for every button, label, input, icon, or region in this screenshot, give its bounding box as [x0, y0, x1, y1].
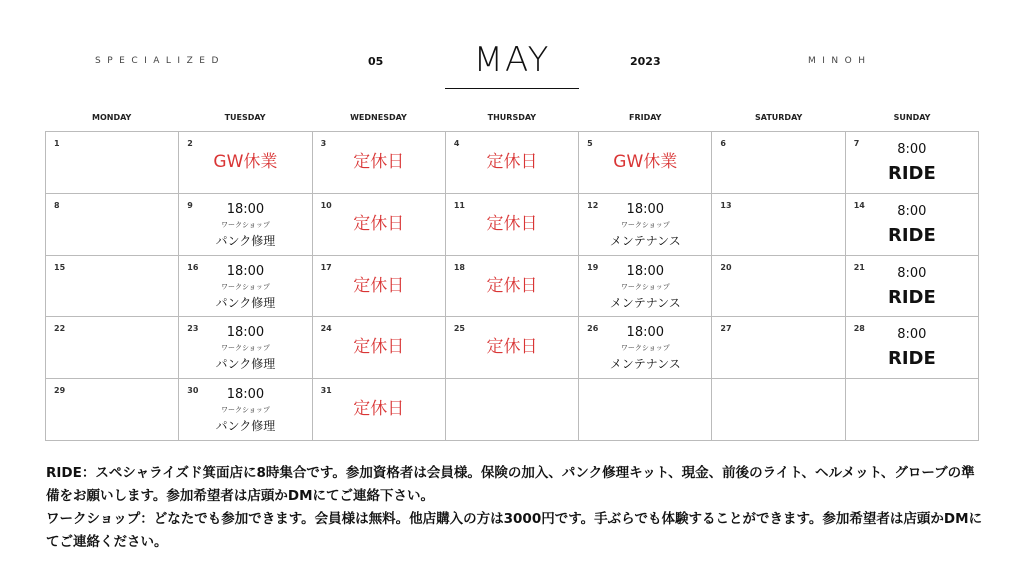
closed-label: 定休日	[353, 152, 405, 172]
day-cell	[579, 194, 712, 256]
calendar-grid	[45, 131, 979, 441]
day-cell	[579, 256, 712, 318]
day-cell	[313, 194, 446, 256]
day-cell	[46, 317, 179, 379]
workshop-time: 18:00	[226, 201, 265, 217]
day-cell	[446, 194, 579, 256]
workshop-subtitle: ワークショップ	[620, 282, 670, 291]
brand-left: SPECIALIZED	[95, 56, 225, 66]
day-number: 7	[853, 139, 860, 148]
day-number: 5	[587, 139, 593, 148]
day-cell	[179, 194, 312, 256]
workshop-subtitle: ワークショップ	[620, 220, 670, 229]
day-number: 25	[453, 324, 465, 334]
day-cell	[446, 132, 579, 194]
day-cell	[712, 256, 845, 318]
day-cell	[712, 317, 845, 379]
day-number: 13	[720, 200, 732, 210]
month-number: 05	[368, 55, 384, 68]
day-number: 31	[320, 386, 332, 396]
workshop-topic: パンク修理	[215, 419, 276, 434]
ride-time: 8:00	[897, 142, 927, 157]
workshop-note: ワークショップ：どなたでも参加できます。会員様は無料。他店購入の方は3000円です。手ぶらでも体験することができます。参加希望者は店頭かDMにてご連絡ください。	[46, 511, 983, 550]
day-cell	[446, 379, 579, 441]
workshop-subtitle: ワークショップ	[220, 344, 270, 353]
day-cell	[846, 194, 979, 256]
day-number: 12	[587, 200, 599, 210]
ride-label: RIDE	[887, 224, 936, 246]
day-cell	[179, 256, 312, 318]
calendar-header	[0, 0, 1024, 100]
workshop-subtitle: ワークショップ	[220, 220, 270, 229]
day-cell	[579, 379, 712, 441]
day-number: 6	[720, 139, 726, 148]
day-number: 9	[187, 200, 193, 210]
weekday-friday: FRIDAY	[629, 113, 662, 122]
ride-label: RIDE	[887, 163, 936, 184]
day-cell	[46, 194, 179, 256]
day-number: 1	[54, 139, 60, 148]
brand-right: MINOH	[808, 56, 872, 66]
day-number: 30	[187, 386, 199, 396]
day-cell	[46, 379, 179, 441]
workshop-subtitle: ワークショップ	[620, 344, 670, 353]
closed-label: GW休業	[613, 152, 678, 172]
day-number: 14	[853, 200, 865, 210]
weekday-wednesday: WEDNESDAY	[350, 113, 407, 122]
day-cell	[313, 256, 446, 318]
year: 2023	[630, 55, 661, 68]
day-number: 3	[320, 139, 327, 148]
day-number: 23	[187, 324, 199, 334]
day-cell	[579, 317, 712, 379]
closed-label: 定休日	[353, 213, 405, 234]
day-number: 28	[853, 324, 865, 334]
ride-label: RIDE	[887, 348, 936, 370]
closed-label: 定休日	[486, 152, 538, 172]
workshop-topic: メンテナンス	[609, 357, 681, 372]
day-number: 2	[187, 139, 193, 148]
workshop-subtitle: ワークショップ	[220, 406, 270, 415]
closed-label: GW休業	[213, 152, 278, 172]
day-number: 20	[720, 262, 732, 272]
day-cell	[446, 317, 579, 379]
workshop-topic: パンク修理	[215, 357, 276, 372]
weekday-header-row	[45, 113, 979, 122]
day-number: 4	[453, 139, 460, 148]
ride-note: RIDE：スペシャライズド箕面店に8時集合です。参加資格者は会員様。保険の加入、パンク修理キット、現金、前後のライト、ヘルメット、グローブの準備をお願いします。参加希望者は店頭かDMにてご連絡下さい。	[46, 465, 975, 504]
day-cell	[846, 379, 979, 441]
ride-time: 8:00	[897, 265, 927, 281]
month-title: MAY	[473, 40, 551, 80]
closed-label: 定休日	[353, 337, 405, 358]
workshop-time: 18:00	[226, 387, 265, 403]
day-number: 19	[587, 262, 599, 272]
closed-label: 定休日	[486, 275, 538, 296]
day-number: 16	[187, 262, 199, 272]
workshop-topic: メンテナンス	[609, 295, 681, 310]
day-number: 21	[853, 262, 865, 272]
day-cell	[846, 317, 979, 379]
workshop-subtitle: ワークショップ	[220, 282, 270, 291]
workshop-topic: パンク修理	[215, 295, 276, 310]
day-cell	[712, 132, 845, 194]
day-cell	[846, 256, 979, 318]
day-cell	[46, 256, 179, 318]
day-cell	[446, 256, 579, 318]
ride-label: RIDE	[887, 286, 936, 308]
weekday-monday: MONDAY	[92, 113, 132, 122]
day-number: 29	[54, 386, 66, 396]
ride-time: 8:00	[897, 203, 927, 219]
day-cell	[712, 194, 845, 256]
day-cell	[179, 132, 312, 194]
workshop-topic: パンク修理	[215, 233, 276, 248]
weekday-sunday: SUNDAY	[893, 113, 931, 122]
notes	[46, 462, 986, 554]
closed-label: 定休日	[353, 275, 405, 296]
workshop-topic: メンテナンス	[609, 233, 681, 248]
workshop-time: 18:00	[626, 263, 665, 279]
day-cell	[179, 317, 312, 379]
workshop-time: 18:00	[226, 263, 265, 279]
workshop-time: 18:00	[626, 325, 665, 341]
day-cell	[579, 132, 712, 194]
ride-time: 8:00	[897, 327, 927, 343]
day-number: 26	[587, 324, 599, 334]
day-cell	[846, 132, 979, 194]
day-number: 11	[453, 200, 465, 210]
workshop-time: 18:00	[626, 201, 665, 217]
day-cell	[46, 132, 179, 194]
day-cell	[179, 379, 312, 441]
day-number: 8	[54, 200, 60, 210]
weekday-tuesday: TUESDAY	[224, 113, 266, 122]
day-number: 22	[54, 324, 66, 334]
workshop-time: 18:00	[226, 325, 265, 341]
day-number: 15	[54, 262, 66, 272]
day-cell	[712, 379, 845, 441]
day-number: 18	[453, 262, 465, 272]
day-number: 17	[320, 262, 332, 272]
day-number: 10	[320, 200, 332, 210]
closed-label: 定休日	[486, 213, 538, 234]
weekday-thursday: THURSDAY	[487, 113, 537, 122]
weekday-saturday: SATURDAY	[754, 113, 803, 122]
closed-label: 定休日	[486, 337, 538, 358]
day-cell	[313, 379, 446, 441]
title-underline	[445, 88, 579, 89]
day-cell	[313, 317, 446, 379]
day-number: 24	[320, 324, 332, 334]
day-cell	[313, 132, 446, 194]
closed-label: 定休日	[353, 399, 405, 420]
day-number: 27	[720, 324, 732, 334]
